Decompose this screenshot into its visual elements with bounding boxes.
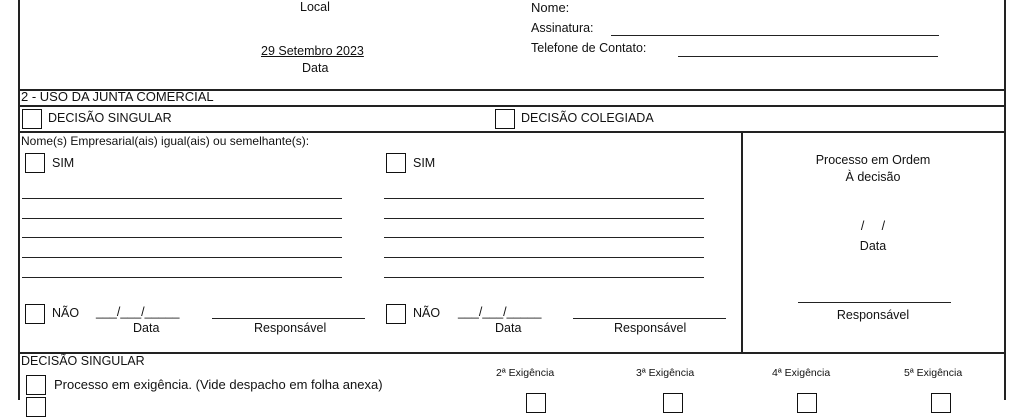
exigencia-4-label: 4ª Exigência (772, 367, 831, 379)
nomes-label: Nome(s) Empresarial(ais) igual(ais) ou semelhante(s): (21, 134, 310, 148)
processo-em-ordem-label: Processo em Ordem (815, 153, 931, 167)
exigencia-label: Processo em exigência. (Vide despacho em folha anexa) (54, 377, 383, 392)
right-panel-responsavel-label: Responsável (836, 308, 910, 322)
sim-checkbox-left[interactable] (25, 153, 45, 173)
nao-date-right[interactable]: ___/___/_____ (458, 305, 542, 319)
right-panel-responsavel-line[interactable] (798, 302, 951, 303)
name-line-right-3[interactable] (384, 237, 704, 238)
responsavel-label-right: Responsável (614, 321, 687, 335)
right-panel-date-slashes[interactable]: / / (860, 219, 886, 233)
exigencia-2-label: 2ª Exigência (496, 367, 555, 379)
exigencia-checkbox[interactable] (26, 375, 46, 395)
decisao-singular-label: DECISÃO SINGULAR (48, 111, 172, 125)
name-line-right-1[interactable] (384, 198, 704, 199)
nao-label-left: NÃO (52, 306, 80, 320)
responsavel-label-left: Responsável (254, 321, 327, 335)
name-line-left-3[interactable] (22, 237, 342, 238)
exigencia-3-checkbox[interactable] (663, 393, 683, 413)
signature-label: Assinatura: (531, 21, 594, 35)
name-line-right-2[interactable] (384, 218, 704, 219)
exigencia-2-checkbox[interactable] (526, 393, 546, 413)
date-label: Data (302, 61, 329, 75)
nao-date-left[interactable]: ___/___/_____ (96, 305, 180, 319)
section2-title: 2 - USO DA JUNTA COMERCIAL (21, 89, 214, 104)
decisao-singular-block-title: DECISÃO SINGULAR (21, 354, 145, 368)
section2-title-bottom (18, 105, 1005, 107)
nao-data-label-left: Data (133, 321, 160, 335)
frame-left-border (18, 0, 20, 400)
decision-row-bottom (18, 131, 1005, 133)
exigencia-5-checkbox[interactable] (931, 393, 951, 413)
exigencia-3-label: 3ª Exigência (636, 367, 695, 379)
responsavel-line-right[interactable] (573, 318, 726, 319)
name-line-right-4[interactable] (384, 257, 704, 258)
phone-label: Telefone de Contato: (531, 41, 647, 55)
name-line-left-5[interactable] (22, 277, 342, 278)
responsavel-line-left[interactable] (212, 318, 365, 319)
nao-checkbox-right[interactable] (386, 304, 406, 324)
exigencia-4-checkbox[interactable] (797, 393, 817, 413)
nao-checkbox-left[interactable] (25, 304, 45, 324)
nao-data-label-right: Data (495, 321, 522, 335)
name-line-right-5[interactable] (384, 277, 704, 278)
exigencia-5-label: 5ª Exigência (904, 367, 963, 379)
signature-line[interactable] (611, 35, 939, 36)
next-row-checkbox[interactable] (26, 397, 46, 417)
phone-line[interactable] (678, 56, 938, 57)
local-label: Local (300, 0, 330, 14)
decisao-colegiada-checkbox[interactable] (495, 109, 515, 129)
date-value: 29 Setembro 2023 (261, 44, 364, 58)
sim-label-right: SIM (413, 156, 436, 170)
a-decisao-label: À decisão (845, 170, 901, 184)
nao-label-right: NÃO (413, 306, 441, 320)
right-panel-data-label: Data (859, 239, 887, 253)
decisao-block-top (18, 352, 1005, 354)
frame-right-border (1004, 0, 1006, 400)
name-line-left-4[interactable] (22, 257, 342, 258)
name-line-left-2[interactable] (22, 218, 342, 219)
sim-checkbox-right[interactable] (386, 153, 406, 173)
name-label: Nome: (531, 0, 570, 15)
name-line-left-1[interactable] (22, 198, 342, 199)
decisao-colegiada-label: DECISÃO COLEGIADA (521, 111, 654, 125)
decisao-singular-checkbox[interactable] (22, 109, 42, 129)
sim-label-left: SIM (52, 156, 75, 170)
